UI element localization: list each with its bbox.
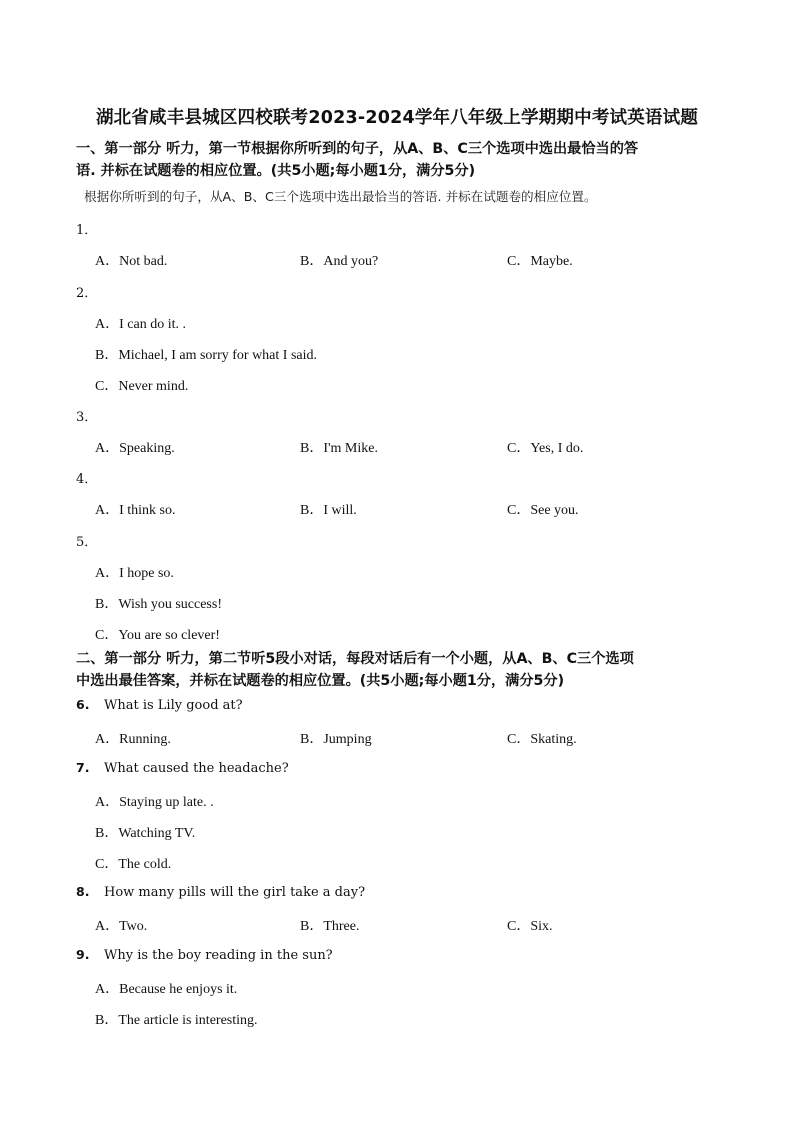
question-6-number: 6.: [76, 697, 90, 712]
question-6-option-b: B．Jumping: [300, 732, 372, 747]
question-2-option-c: C．Never mind.: [95, 379, 189, 394]
question-3-option-c: C．Yes, I do.: [507, 441, 584, 456]
section2-heading: [76, 648, 726, 692]
question-1-number: 1．: [76, 223, 98, 238]
question-8-option-a: A．Two.: [95, 919, 148, 934]
question-7: [76, 760, 289, 776]
section2-heading-line2: 中选出最佳答案，并标在试题卷的相应位置。(共5小题;每小题1分，满分5分): [76, 673, 565, 689]
section1-heading: [76, 138, 726, 182]
question-9-number: 9.: [76, 947, 90, 962]
question-4-option-c: C．See you.: [507, 503, 579, 518]
question-6: [76, 697, 243, 713]
page-title: 湖北省咸丰县城区四校联考2023-2024学年八年级上学期期中考试英语试题: [95, 108, 699, 128]
question-6-text: What is Lily good at?: [104, 698, 243, 713]
question-3-option-b: B．I'm Mike.: [300, 441, 378, 456]
question-8-option-c: C．Six.: [507, 919, 553, 934]
question-9-text: Why is the boy reading in the sun?: [104, 948, 333, 963]
question-8-number: 8.: [76, 884, 90, 899]
question-7-text: What caused the headache?: [104, 761, 289, 776]
question-4-option-b: B．I will.: [300, 503, 357, 518]
question-9-option-b: B．The article is interesting.: [95, 1013, 258, 1028]
question-8-text: How many pills will the girl take a day?: [104, 885, 366, 900]
question-7-option-b: B．Watching TV.: [95, 826, 196, 841]
question-7-number: 7.: [76, 760, 90, 775]
question-6-option-c: C．Skating.: [507, 732, 577, 747]
question-7-option-c: C．The cold.: [95, 857, 172, 872]
question-5-number: 5．: [76, 535, 98, 550]
question-6-option-a: A．Running.: [95, 732, 171, 747]
question-5-option-a: A．I hope so.: [95, 566, 174, 581]
question-8: [76, 884, 365, 900]
question-7-option-a: A．Staying up late. .: [95, 795, 214, 810]
question-2-option-b: B．Michael, I am sorry for what I said.: [95, 348, 317, 363]
question-3-option-a: A．Speaking.: [95, 441, 175, 456]
section1-instruction: 根据你所听到的句子，从A、B、C三个选项中选出最恰当的答语. 并标在试题卷的相应位置。: [84, 189, 597, 204]
question-9: [76, 947, 333, 963]
section1-heading-line2: 语. 并标在试题卷的相应位置。(共5小题;每小题1分，满分5分): [76, 163, 476, 179]
question-4-option-a: A．I think so.: [95, 503, 176, 518]
section1-heading-line1: 一、第一部分 听力，第一节根据你所听到的句子，从A、B、C三个选项中选出最恰当的答: [76, 141, 639, 157]
question-1-option-c: C．Maybe.: [507, 254, 573, 269]
section2-heading-line1: 二、第一部分 听力，第二节听5段小对话，每段对话后有一个小题，从A、B、C三个选项: [76, 651, 634, 667]
question-5-option-c: C．You are so clever!: [95, 628, 220, 643]
question-5-option-b: B．Wish you success!: [95, 597, 222, 612]
question-2-option-a: A．I can do it. .: [95, 317, 186, 332]
question-9-option-a: A．Because he enjoys it.: [95, 982, 238, 997]
question-8-option-b: B．Three.: [300, 919, 360, 934]
question-4-number: 4．: [76, 472, 98, 487]
question-1-option-b: B．And you?: [300, 254, 379, 269]
question-3-number: 3．: [76, 410, 98, 425]
question-1-option-a: A．Not bad.: [95, 254, 168, 269]
question-2-number: 2．: [76, 286, 98, 301]
